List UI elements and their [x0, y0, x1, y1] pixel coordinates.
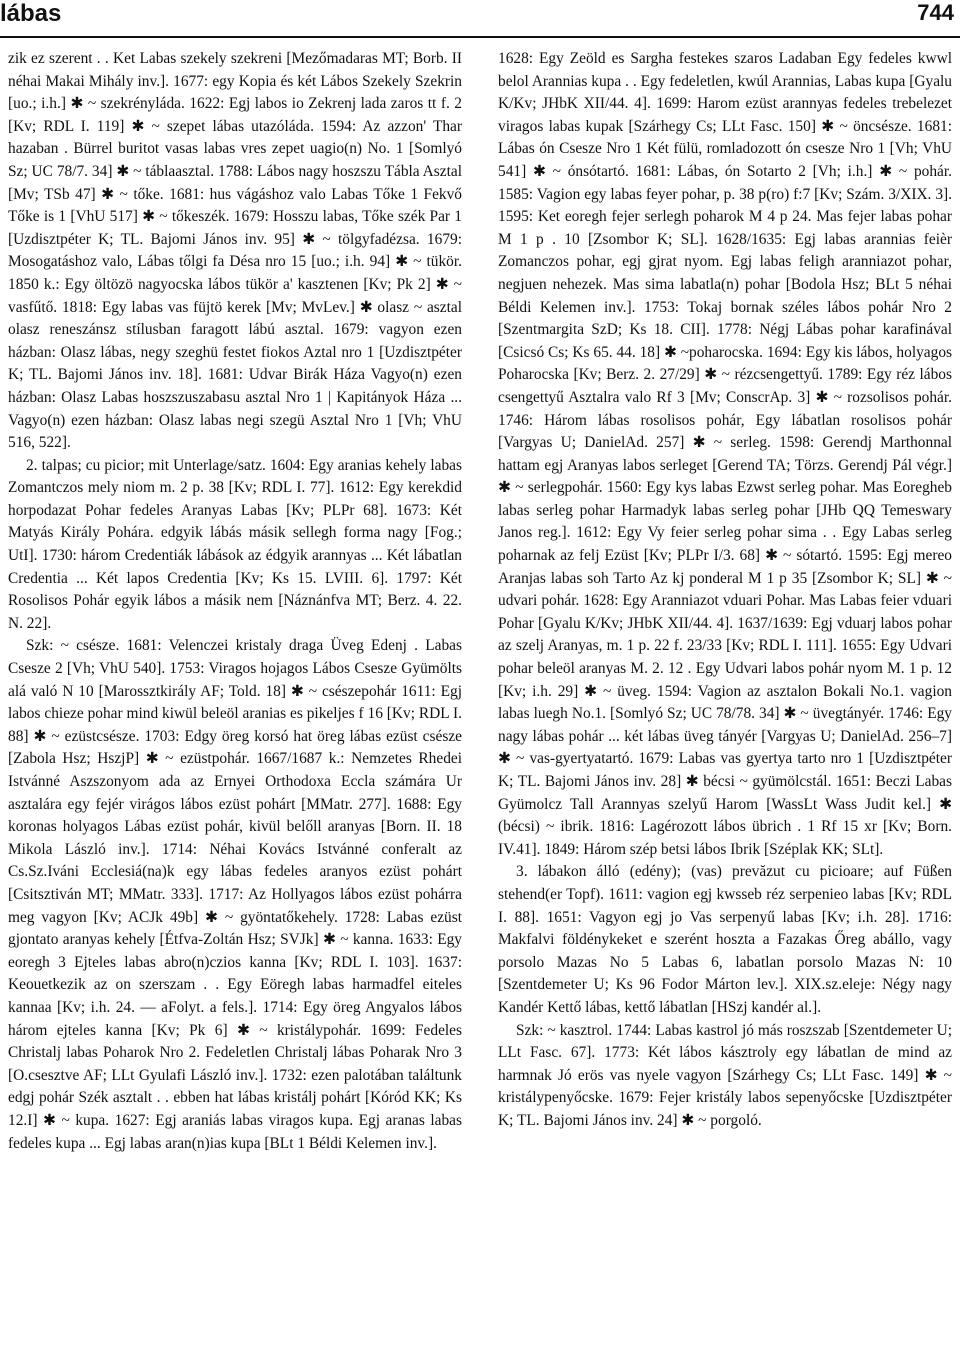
entry-paragraph: 1628: Egy Zeöld es Sargha festekes szaros Ladaban Egy fedeles kwwl belol Arannias kupa . . Egy fedeletlen, kwúl Arannias, Labas kupa [Gyalu K/Kv; JHbK XII/44. 4]. 1699: Harom ezüst arannyas fedeles trebelezet viragos labas kupak [Szárhegy Cs; LLt Fasc. 150] ✱ ~ öncsésze. 1681: Lábas ón Csesze Nro 1 Két fülü, romladozott ón csesze Nro 1 [Vh; VhU 541] ✱ ~ ónsótartó. 1681: Lábas, ón Sotarto 2 [Vh; i.h.] ✱ ~ pohár. 1585: Vagion egy labas feyer pohar, p. 38 p(ro) f:7 [Kv; Szám. 3/XIX. 3]. 1595: Ket eoregh fejer serlegh poharok M 4 p 24. Mas fejer labas pohar M 1 p . 10 [Zsombor K; SL]. 1628/1635: Egj labas arannias feièr Zomanczos pohar, egj gjrat nyom. Egj labas feligh aranniazot pohar, negjuen nehezek. Mas sima labatla(n) pohar [Bodola Hsz; BLt 5 néhai Béldi Kelemen inv.]. 1753: Tokaj bornak széles lábos pohár Nro 2 [Szentmargita SzD; Ks 18. CII]. 1778: Négj Lábas pohar karafinával [Csicsó Cs; Ks 65. 44. 18] ✱ ~poharocska. 1694: Egy kis lábos, holyagos Poharocska [Kv; Berz. 2. 27/29] ✱ ~ rézcsengettyű. 1789: Egy réz lábos csengettyű Asztalra valo Rf 3 [Mv; ConscrAp. 3] ✱ ~ rozsolisos pohár. 1746: Három lábas rosolisos pohár, Egy lábatlan rosolisos pohár [Vargyas U; DanielAd. 257] ✱ ~ serleg. 1598: Gerendj Marthonnal hattam egj Aranyas labos serleget [Gerend TA; Törzs. Gerendj Pál végr.] ✱ ~ serlegpohár. 1560: Egy kys labas Ezwst serleg pohar. Mas Eoregheb labas serleg pohar Harmadyk labas serleg pohar [JHb QQ Temeswary Janos reg.]. 1612: Egy Vy feier serleg pohar sima . . Egy Labas serleg poharnak az felj Ezüst [Kv; PLPr I/3. 68] ✱ ~ sótartó. 1595: Egj mereo Aranjas labas soh Tarto Az kj ponderal M 1 p 35 [Zsombor K; SL] ✱ ~ udvari pohár. 1628: Egy Aranniazot vduari Pohar. Mas Labas feier vduari Pohar [Gyalu K/Kv; JHbK XII/44. 4]. 1637/1639: Egj vduarj labos pohar az szelj Aranyas, m. 1 p. 22 f. 23/33 [Kv; RDL I. 111]. 1655: Egy Udvari pohar beleöl aranyas M. 2. 12 . Egy Udvari labos pohár nyom M. 1 p. 12 [Kv; i.h. 29] ✱ ~ üveg. 1594: Vagion az asztalon Bokali No.1. vagion labas luegh No.1. [Somlyó Sz; UC 78/78. 34] ✱ ~ üvegtányér. 1746: Egy nagy lábas pohár ... két lábas üveg tányér [Vargyas U; DanielAd. 256–7] ✱ ~ vas-gyertyatartó. 1679: Labas vas gyertya tarto nro 1 [Uzdisztpéter K; TL. Bajomi János inv. 28] ✱ bécsi ~ gyümölcstál. 1651: Beczi Labas Gyümolcz Tall Arannyas szelyű Harom [WassLt Wass Judit kel.] ✱ (bécsi) ~ ibrik. 1816: Lagérozott lábos übrich . 1 Rf 15 xr [Kv; Born. IV.41]. 1849: Három szép betsi lábos Ibrik [Széplak KK; SLt]. [498, 50, 952, 858]
right-column [498, 48, 952, 1344]
page-header [0, 0, 960, 46]
page-number: 744 [917, 0, 954, 25]
entry-paragraph: zik ez szerent . . Ket Labas szekely szekreni [Mezőmadaras MT; Borb. II néhai Makai Mihály inv.]. 1677: egy Kopia és két Lábos Szekely Szekrin [uo.; i.h.] ✱ ~ szekrényláda. 1622: Egj labos io Zekrenj lada zaros tt f. 2 [Kv; RDL I. 119] ✱ ~ szepet lábas utazóláda. 1594: Az azzon' Thar hazaban . Bürrel buritot vasas labas vres zepet uagio(n) No. 1 [Somlyó Sz; UC 78/7. 34] ✱ ~ táblaasztal. 1788: Lábos nagy hoszszu Tábla Asztal [Mv; TSb 47] ✱ ~ tőke. 1681: hus vágáshoz valo Labas Tőke 1 Fekvő Tőke is 1 [VhU 517] ✱ ~ tőkeszék. 1679: Hosszu labas, Tőke szék Par 1 [Uzdisztpéter K; TL. Bajomi János inv. 95] ✱ ~ tölgyfadézsa. 1679: Mosogatáshoz valo, Lábas tőlgi fa Désa nro 15 [uo.; i.h. 94] ✱ ~ tükör. 1850 k.: Egy öltözö nagyocska lábos tükör a' kasztenen [Kv; Pk 2] ✱ ~ vasfűtő. 1818: Egy labas vas füjtö kerek [Mv; MvLev.] ✱ olasz ~ asztal olasz reneszánsz stílusban faragott lábú asztal. 1679: vagyon ezen házban: Olasz lábas, negy szeghü festet fiokos Aztal nro 1 [Uzdisztpéter K; TL. Bajomi János inv. 18]. 1681: Udvar Birák Háza Vagyo(n) ezen házban: Olasz Labas hoszszuszabasu asztal Nro 1 | Kapitányok Háza ... Vagyo(n) ezen házban: Olasz labas negi szegü Asztal Nro 1 [Vh; VhU 516, 522]. [8, 50, 462, 452]
entry-paragraph: 2. talpas; cu picior; mit Unterlage/satz. 1604: Egy aranias kehely labas Zomantczos mely niom m. 2 p. 38 [Kv; RDL I. 77]. 1612: Egy kerekdid horpodazat Pohar fedeles Aranyas Labas [Kv; PLPr 68]. 1673: Két Matyás Király Pohára. edgyik lábás másik sellegh forma nagy [Fog.; UtI]. 1730: három Credentiák lábások az édgyik arannyas ... Két lábatlan Credentia ... Két lapos Credentia [Kv; Ks 15. LVIII. 6]. 1797: Két Rosolisos Pohár egyik lábos a másik nem [Náznánfva MT; Berz. 4. 22. N. 22]. [8, 456, 462, 632]
header-rule [0, 36, 960, 38]
left-column [8, 48, 462, 1344]
running-headword: lábas [0, 0, 62, 27]
entry-paragraph: Szk: ~ kasztrol. 1744: Labas kastrol jó más roszszab [Szentdemeter U; LLt Fasc. 67]. 1773: Két lábos kásztroly egy lábatlan de mind az harmnak Jó erös vas nyele vagyon [Szárhegy Cs; LLt Fasc. 149] ✱ ~ kristálypenyőcske. 1679: Fejer kristály labos sepenyőcske [Uzdisztpéter K; TL. Bajomi János inv. 24] ✱ ~ porgoló. [498, 1021, 952, 1129]
entry-paragraph: Szk: ~ csésze. 1681: Velenczei kristaly draga Üveg Edenj . Labas Csesze 2 [Vh; VhU 540]. 1753: Viragos hojagos Lábos Csesze Gyümölts alá való N 10 [Marossztkirály AF; Told. 18] ✱ ~ csészepohár 1611: Egj labos chieze pohar mind kiwül beleöl aranias es pikeljes f 16 [Kv; RDL I. 88] ✱ ~ ezüstcsésze. 1703: Edgy öreg korsó hat öreg lábas ezüst csésze [Zabola Hsz; HszjP] ✱ ~ ezüstpohár. 1667/1687 k.: Nemzetes Rhedei Istvánné Aszszonyom ada az Ernyei Orthodoxa Eccla számára Ur asztalára egy fejér virágos lábos ezüst pohárt [MMatr. 277]. 1688: Egy koronas holyagos Lábas ezüst pohár, kivül belőll aranyas [Born. II. 18 Mikola László inv.]. 1714: Néhai Kovács Istvánné conferalt az Cs.Sz.Iváni Ecclesiá(na)k egy lábas fedeles aranyos ezüst pohárt [Csitsztiván MT; MMatr. 333]. 1717: Az Hollyagos lábos ezüst pohárra meg vagyon [Kv; ACJk 49b] ✱ ~ gyöntatőkehely. 1728: Labas ezüst gjontato aranyas kehely [Étfva-Zoltán Hsz; SVJk] ✱ ~ kanna. 1633: Egy eoregh 3 Ejteles labas abro(n)czios kanna [Kv; RDL I. 103]. 1637: Keouetkezik az on szerszam . . Egy Eöregh labas harmadfel eiteles kannaa [Kv; i.h. 24. — aFolyt. a fels.]. 1714: Egy öreg Angyalos lábos három ejteles kanna [Kv; Pk 6] ✱ ~ kristálypohár. 1699: Fedeles Christalj labas Poharok Nro 2. Fedeletlen Christalj lábas Poharak Nro 3 [O.csesztve AF; LLt Gyulafi László inv.]. 1732: ezen palotában találtunk edgj pohár Szék asztalt . . ebben hat lábas kristálj pohárt [Kóród KK; Ks 12.I] ✱ ~ kupa. 1627: Egj araniás labas viragos kupa. Egj aranas labas fedeles kupa ... Egj labas aran(n)ias kupa [BLt 1 Béldi Kelemen inv.]. [8, 637, 462, 1152]
entry-paragraph: 3. lábakon álló (edény); (vas) prevăzut cu picioare; auf Füßen stehend(er Topf). 1611: vagion egj kwsseb réz serpenieo labas [Kv; RDL I. 88]. 1651: Vagyon egj jo Vas serpenyű labas [Kv; i.h. 28]. 1716: Makfalvi földénykeket e szerént hoszta a Fazakas Őreg abállo, vagy porsolo Mazas No 5 Labas 6, labatlan porsolo Mazas N: 10 [Szentdemeter U; Ks 96 Fodor Márton lev.]. XIX.sz.eleje: Négy nagy Kandér Kettő lábas, kettő lábatlan [HSzj kandér al.]. [498, 863, 952, 1016]
